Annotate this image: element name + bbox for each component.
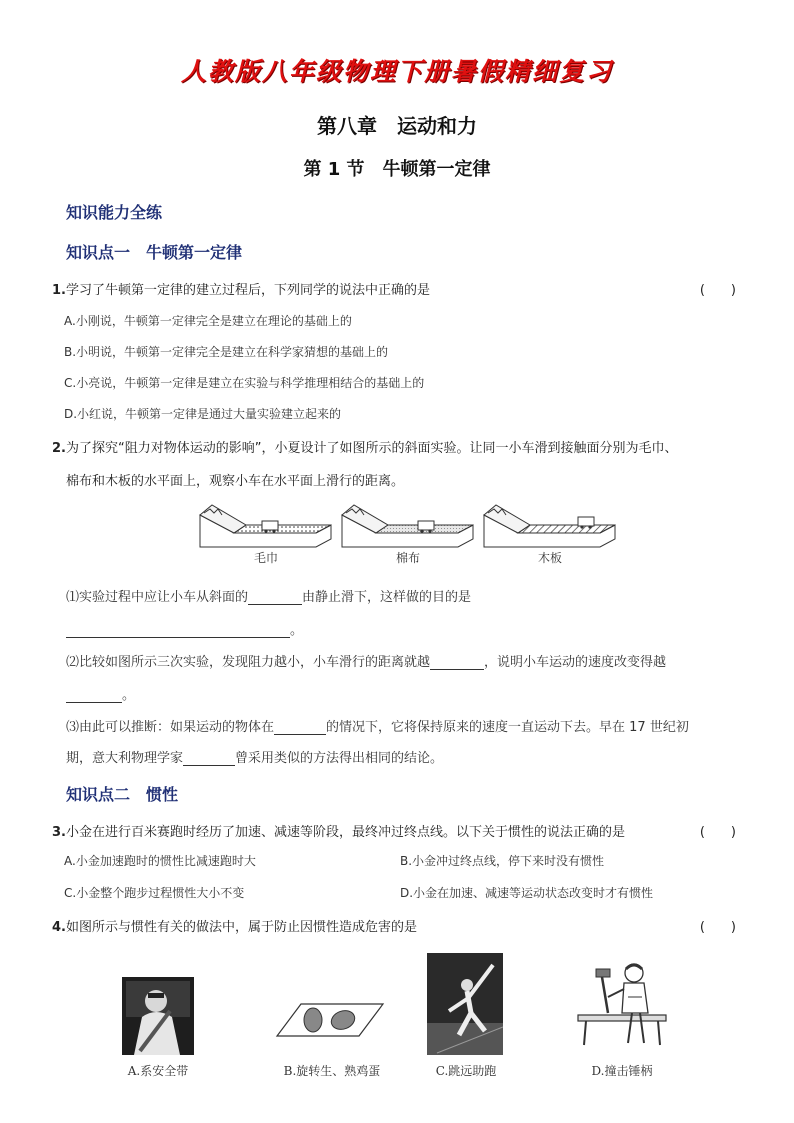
long-jump-photo	[427, 953, 503, 1055]
period: 。	[290, 623, 304, 638]
question-2-part-1	[66, 586, 471, 605]
question-2-stem-line-2: 棉布和木板的水平面上，观察小车在水平面上滑行的距离。	[66, 474, 405, 489]
page-banner-title: 人教版八年级物理下册暑假精细复习	[180, 57, 613, 86]
surface-label-cotton: 棉布	[395, 551, 420, 565]
question-1	[52, 279, 430, 298]
answer-blank[interactable]	[66, 688, 122, 703]
question-2-part-1-line-2	[66, 619, 303, 638]
knowledge-point-2-heading: 知识点二 惯性	[66, 785, 179, 804]
exercise-heading: 知识能力全练	[66, 203, 163, 222]
question-4	[52, 916, 417, 935]
surface-label-towel: 毛巾	[253, 551, 278, 565]
figure-caption-a: A.系安全带	[127, 1064, 189, 1078]
chapter-title: 第八章 运动和力	[317, 114, 477, 138]
answer-blank[interactable]	[274, 720, 326, 735]
toy-car	[418, 521, 434, 530]
question-2-part-2	[66, 651, 666, 670]
question-3-answer-bracket: ( )	[699, 825, 736, 840]
question-1-answer-bracket: ( )	[699, 283, 736, 298]
question-2-number: 2.	[52, 441, 66, 456]
question-4-stem: 如图所示与惯性有关的做法中，属于防止因惯性造成危害的是	[65, 920, 417, 935]
figure-caption-b: B.旋转生、熟鸡蛋	[283, 1064, 381, 1078]
toy-car	[262, 521, 278, 530]
figure-caption-c: C.跳远助跑	[435, 1064, 497, 1078]
period: 。	[122, 688, 136, 703]
answer-blank[interactable]	[430, 655, 484, 670]
towel-board	[200, 505, 331, 547]
question-3-option-c: C.小金整个跑步过程惯性大小不变	[64, 886, 245, 900]
question-1-option-b: B.小明说，牛顿第一定律完全是建立在科学家猜想的基础上的	[64, 345, 389, 359]
question-2-part-3	[66, 716, 689, 735]
question-3-option-d: D.小金在加速、减速等运动状态改变时才有惯性	[400, 886, 654, 900]
question-4-number: 4.	[52, 920, 66, 935]
section-title: 第 1 节 牛顿第一定律	[303, 159, 491, 180]
question-2-part-3-text-b: 的情况下，它将保持原来的速度一直运动下去。早在 17 世纪初	[326, 720, 689, 735]
question-2-part-2-text-b: ，说明小车运动的速度改变得越	[484, 655, 667, 670]
question-2-stem-line-1: 为了探究“阻力对物体运动的影响”，小夏设计了如图所示的斜面实验。让同一小车滑到接触面分别为毛巾、	[65, 441, 678, 456]
question-1-number: 1.	[52, 283, 66, 298]
question-2-part-2-line-2	[66, 684, 135, 703]
wood-board	[484, 505, 615, 547]
question-2-part-3-text-d: 曾采用类似的方法得出相同的结论。	[235, 751, 444, 766]
toy-car	[578, 517, 594, 526]
question-2-part-3-line-2	[66, 747, 443, 766]
question-1-option-c: C.小亮说，牛顿第一定律是建立在实验与科学推理相结合的基础上的	[64, 376, 425, 390]
raw-egg	[304, 1008, 322, 1032]
answer-blank[interactable]	[183, 751, 235, 766]
question-3-option-a: A.小金加速跑时的惯性比减速跑时大	[64, 854, 256, 868]
question-2-part-1-text-a: ⑴实验过程中应让小车从斜面的	[66, 590, 249, 605]
question-2-part-2-text-a: ⑵比较如图所示三次实验，发现阻力越小，小车滑行的距离就越	[66, 655, 431, 670]
answer-blank[interactable]	[248, 590, 302, 605]
question-4-answer-bracket: ( )	[699, 920, 736, 935]
answer-blank[interactable]	[66, 623, 290, 638]
question-1-option-a: A.小刚说，牛顿第一定律完全是建立在理论的基础上的	[64, 314, 352, 328]
surface-label-wood: 木板	[537, 551, 562, 565]
question-3	[52, 821, 625, 840]
figure-caption-d: D.撞击锤柄	[591, 1064, 653, 1078]
cotton-board	[342, 505, 473, 547]
question-3-option-b: B.小金冲过终点线，停下来时没有惯性	[400, 854, 605, 868]
question-1-stem: 学习了牛顿第一定律的建立过程后，下列同学的说法中正确的是	[65, 283, 430, 298]
question-2-part-3-text-a: ⑶由此可以推断：如果运动的物体在	[66, 720, 275, 735]
question-3-stem: 小金在进行百米赛跑时经历了加速、减速等阶段，最终冲过终点线。以下关于惯性的说法正确的是	[65, 825, 625, 840]
seatbelt-photo	[122, 977, 194, 1055]
question-2	[52, 437, 677, 456]
question-1-option-d: D.小红说，牛顿第一定律是通过大量实验建立起来的	[64, 407, 342, 421]
question-2-part-1-text-b: 由静止滑下，这样做的目的是	[302, 590, 472, 605]
question-3-number: 3.	[52, 825, 66, 840]
knowledge-point-1-heading: 知识点一 牛顿第一定律	[66, 243, 243, 262]
question-2-part-3-text-c: 期，意大利物理学家	[66, 751, 184, 766]
spinning-eggs-figure	[275, 1002, 385, 1038]
hammer-handle-drawing	[572, 957, 672, 1053]
